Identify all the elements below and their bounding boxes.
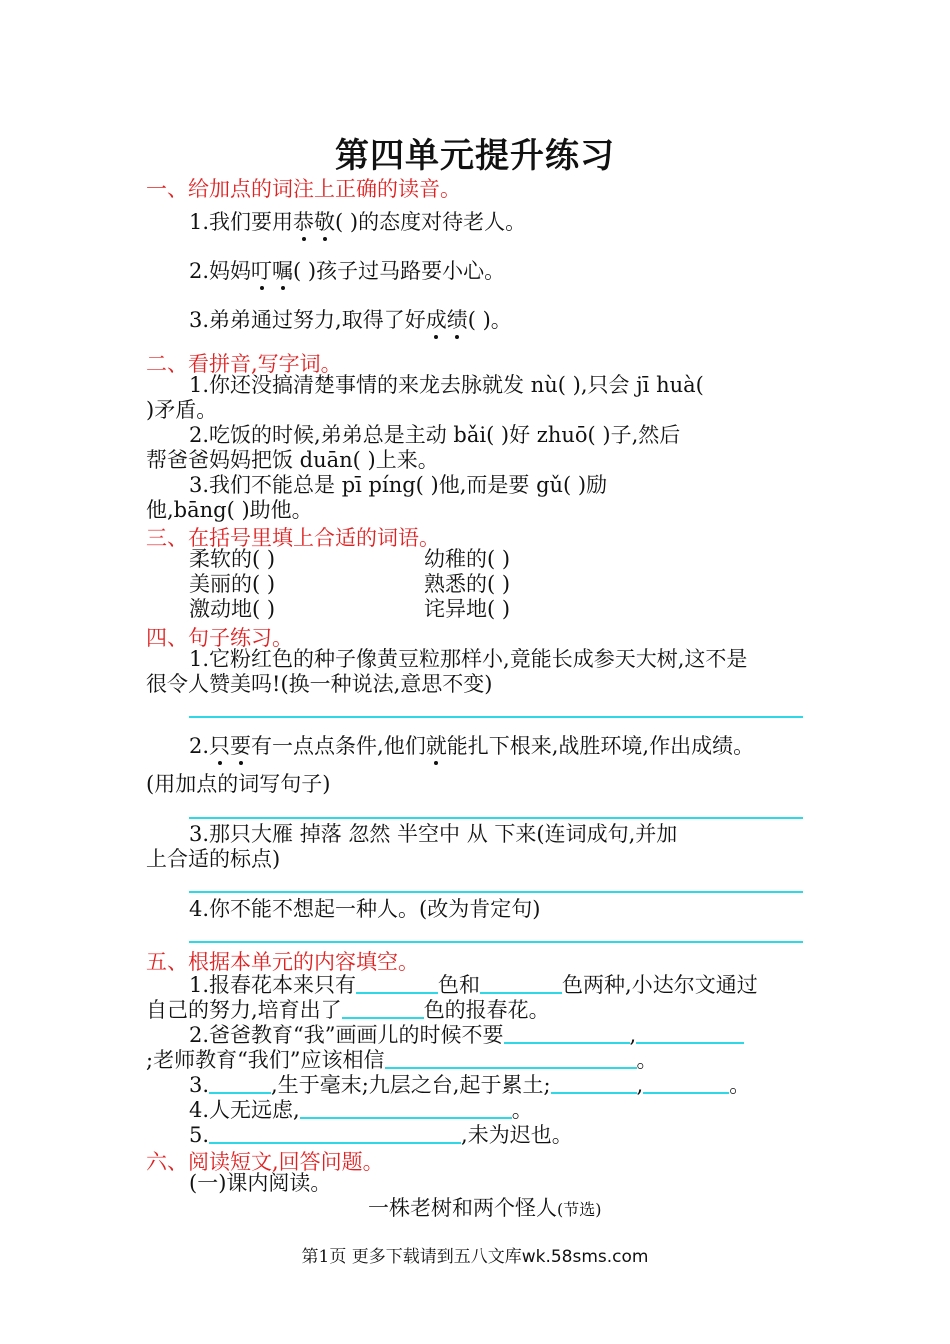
answer-line[interactable] [189,941,803,943]
page-title: 第四单元提升练习 [335,136,615,176]
fill-blank[interactable] [385,1046,637,1069]
section-3-heading: 三、在括号里填上合适的词语。 [146,526,440,550]
s3-item: 柔软的( ) [189,547,276,571]
answer-line[interactable] [189,716,803,718]
s2-line: 帮爸爸妈妈把饭 duān( )上来。 [146,448,439,472]
story-title: 一株老树和两个怪人(节选) [368,1196,602,1220]
s5-q1-line: 自己的努力,培育出了 色的报春花。 [146,998,550,1022]
page-footer: 第1页 更多下载请到五八文库wk.58sms.com [301,1247,649,1267]
fill-blank[interactable] [356,971,438,994]
s3-item: 美丽的( ) [189,572,276,596]
fill-blank[interactable] [300,1096,512,1119]
s1-question-2: 2.妈妈叮嘱( )孩子过马路要小心。 [189,259,506,283]
fill-blank[interactable] [209,1071,271,1094]
s3-item: 熟悉的( ) [424,572,511,596]
s5-q4-line: 4.人无远虑, 。 [189,1098,533,1122]
fill-blank[interactable] [636,1021,744,1044]
s1-question-3: 3.弟弟通过努力,取得了好成绩( )。 [189,308,512,332]
answer-line[interactable] [189,817,803,819]
s2-line: 1.你还没搞清楚事情的来龙去脉就发 nù( ),只会 jī huà( [189,373,704,397]
dotted-char: 只 [209,734,231,758]
fill-blank[interactable] [551,1071,637,1094]
s5-q2-line: 2.爸爸教育“我”画画儿的时候不要 , [189,1021,744,1048]
s4-q4-line: 4.你不能不想起一种人。(改为肯定句) [189,897,541,921]
s4-q1-line: 1.它粉红色的种子像黄豆粒那样小,竟能长成参天大树,这不是 [189,647,748,671]
fill-blank[interactable] [342,996,424,1019]
page-number: 1 [318,1247,330,1267]
s4-q1-line: 很令人赞美吗!(换一种说法,意思不变) [146,672,493,696]
answer-line[interactable] [189,891,803,893]
dotted-char: 成 [425,308,447,332]
s5-q1-line: 1.报春花本来只有 色和 色两种,小达尔文通过 [189,973,758,997]
fill-blank[interactable] [480,971,562,994]
dotted-char: 绩 [446,308,468,332]
s2-line: 他,bāng( )助他。 [146,498,313,522]
section-4-heading: 四、句子练习。 [146,626,293,650]
s4-q2-line: 2.只要有一点点条件,他们就能扎下根来,战胜环境,作出成绩。 [189,734,755,758]
dotted-char: 就 [425,734,447,758]
s5-q5-line: 5. ,未为迟也。 [189,1123,573,1147]
fill-blank[interactable] [504,1021,630,1044]
s3-item: 幼稚的( ) [424,547,511,571]
section-5-heading: 五、根据本单元的内容填空。 [146,950,419,974]
s2-line: 2.吃饭的时候,弟弟总是主动 bǎi( )好 zhuō( )子,然后 [189,423,681,447]
s4-q3-line: 3.那只大雁 掉落 忽然 半空中 从 下来(连词成句,并加 [189,822,678,846]
s3-item: 激动地( ) [189,597,276,621]
section-1-heading: 一、给加点的词注上正确的读音。 [146,177,461,201]
s2-line: 3.我们不能总是 pī píng( )他,而是要 gǔ( )励 [189,473,608,497]
dotted-char: 敬 [314,210,336,234]
reading-subheading: (一)课内阅读。 [189,1171,332,1195]
s2-line: )矛盾。 [146,398,218,422]
section-6-heading: 六、阅读短文,回答问题。 [146,1150,384,1174]
dotted-char: 恭 [293,210,315,234]
section-2-heading: 二、看拼音,写字词。 [146,352,342,376]
fill-blank[interactable] [209,1121,461,1144]
site-link[interactable]: wk.58sms.com [521,1247,649,1267]
fill-blank[interactable] [643,1071,729,1094]
s5-q3-line: 3. ,生于毫末;九层之台,起于累土; , 。 [189,1073,751,1097]
dotted-char: 嘱 [272,259,294,283]
s5-q2-line: ;老师教育“我们”应该相信 。 [146,1048,658,1072]
s4-q3-line: 上合适的标点) [146,847,281,871]
dotted-char: 叮 [251,259,273,283]
dotted-char: 要 [230,734,252,758]
s1-question-1: 1.我们要用恭敬( )的态度对待老人。 [189,210,527,234]
s4-q2-line: (用加点的词写句子) [146,772,331,796]
s3-item: 诧异地( ) [424,597,511,621]
